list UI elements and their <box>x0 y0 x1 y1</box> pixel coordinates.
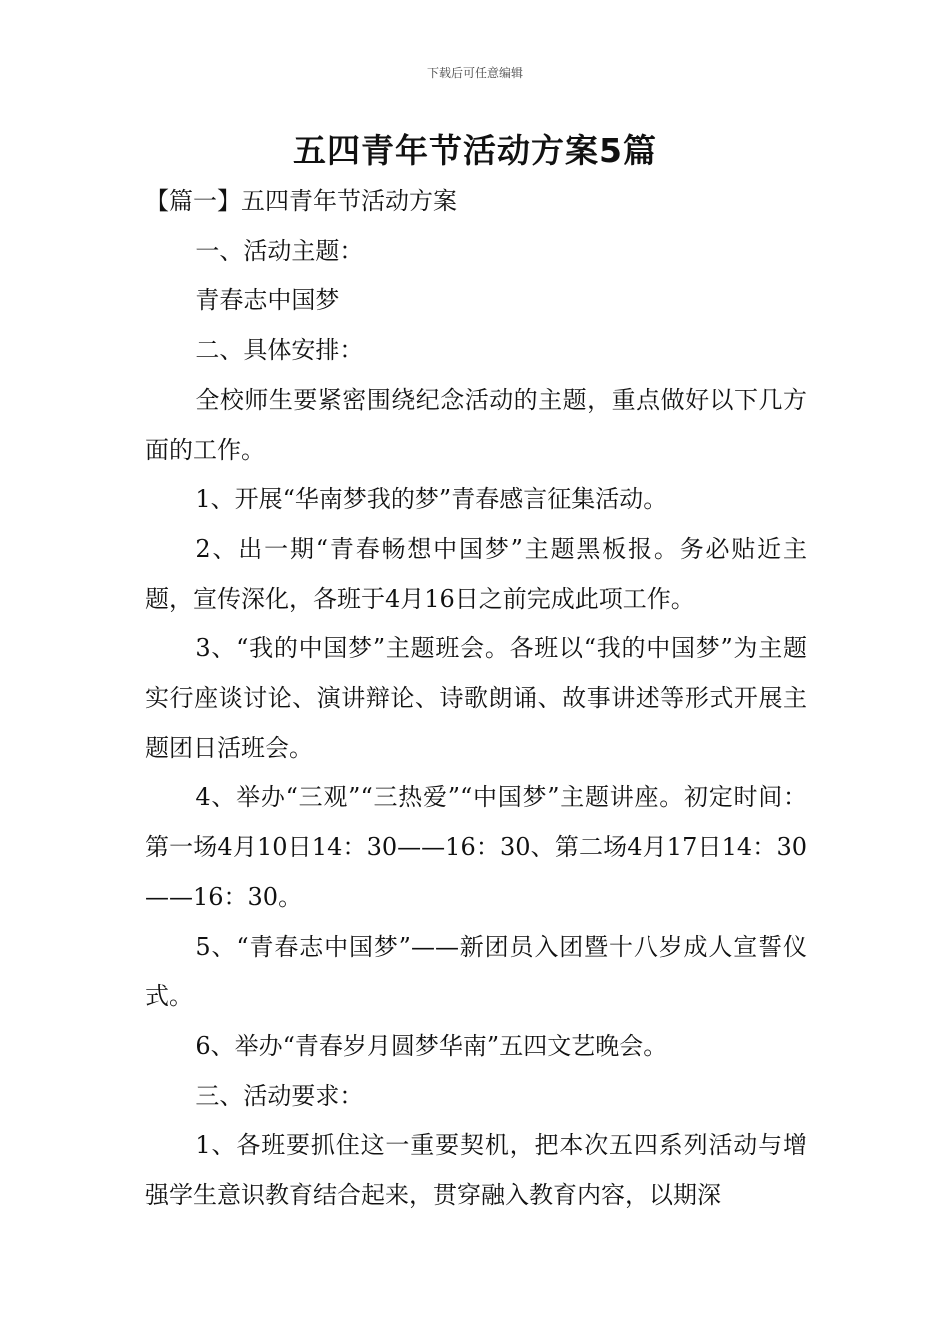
paragraph: 5、“青春志中国梦”——新团员入团暨十八岁成人宣誓仪式。 <box>145 932 807 1011</box>
paragraph: 3、“我的中国梦”主题班会。各班以“我的中国梦”为主题实行座谈讨论、演讲辩论、诗歌朗诵、故事讲述等形式开展主题团日活班会。 <box>145 634 807 762</box>
paragraph: 1、开展“华南梦我的梦”青春感言征集活动。 <box>195 485 668 514</box>
header-note: 下载后可任意编辑 <box>426 66 523 80</box>
paragraph: 三、活动要求： <box>195 1081 364 1110</box>
paragraph: 一、活动主题： <box>195 236 364 265</box>
section-heading: 【篇一】五四青年节活动方案 <box>145 187 457 215</box>
paragraph: 2、出一期“青春畅想中国梦”主题黑板报。务必贴近主题，宣传深化，各班于4月16日之前完成此项工作。 <box>145 534 807 613</box>
document-title: 五四青年节活动方案5篇 <box>293 131 657 170</box>
paragraph: 6、举办“青春岁月圆梦华南”五四文艺晚会。 <box>195 1031 668 1060</box>
paragraph: 1、各班要抓住这一重要契机，把本次五四系列活动与增强学生意识教育结合起来，贯穿融入教育内容，以期深 <box>145 1131 807 1210</box>
paragraph: 全校师生要紧密围绕纪念活动的主题，重点做好以下几方面的工作。 <box>145 385 807 464</box>
paragraph: 青春志中国梦 <box>195 286 340 315</box>
paragraph: 4、举办“三观”“三热爱”“中国梦”主题讲座。初定时间：第一场4月10日14：30——16：30、第二场4月17日14：30——16：30。 <box>145 783 807 911</box>
document-body <box>145 177 807 1221</box>
paragraph: 二、具体安排： <box>195 336 364 365</box>
